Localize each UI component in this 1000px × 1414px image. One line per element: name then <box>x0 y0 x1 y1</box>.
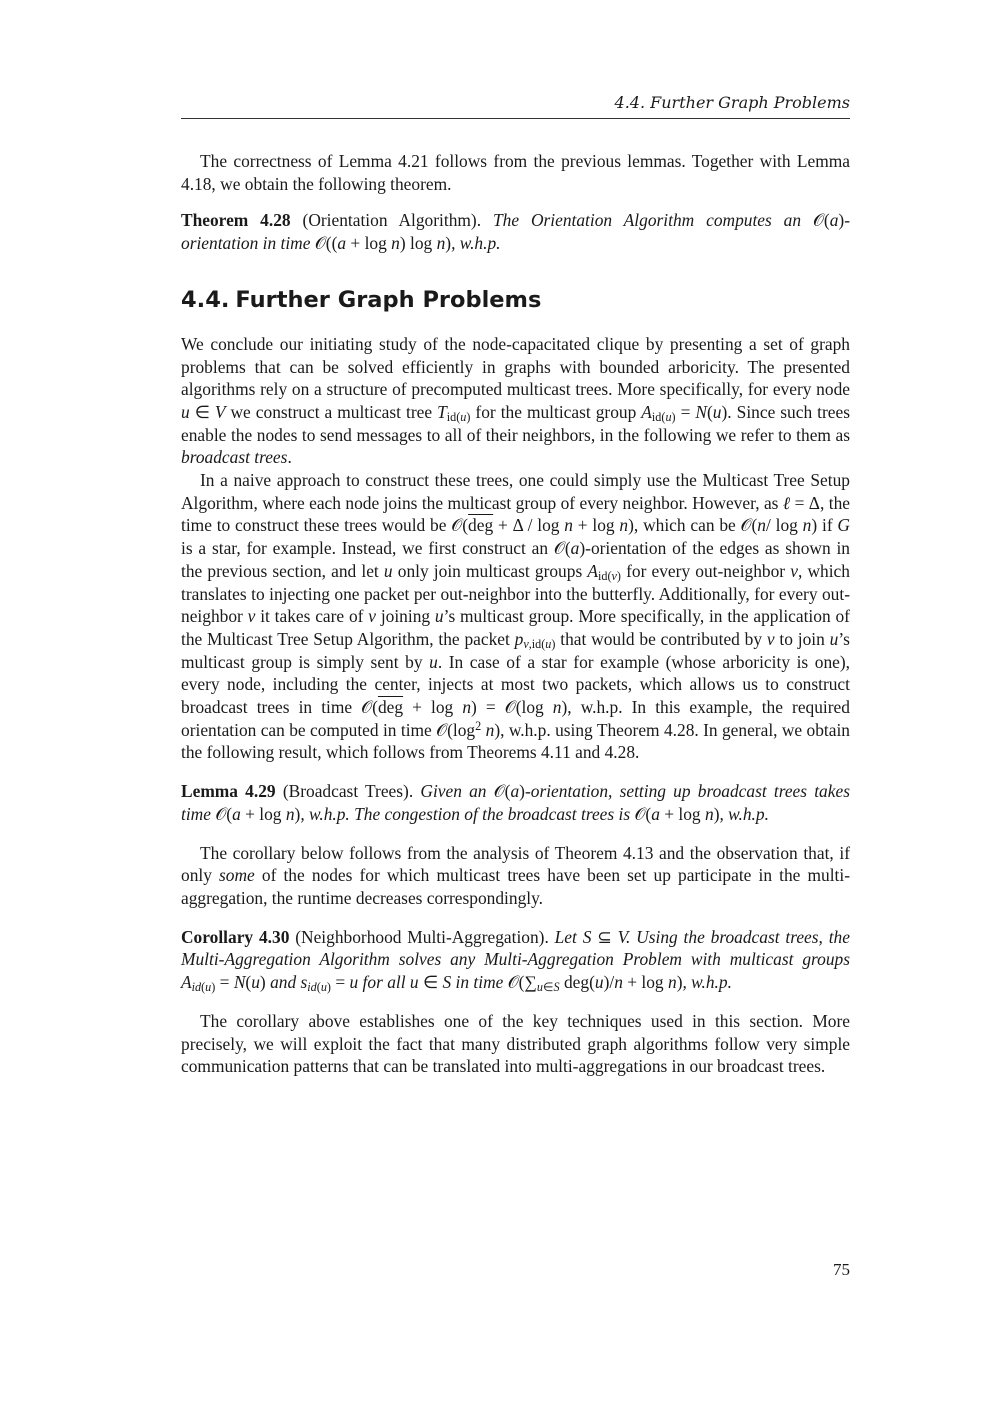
section-number: 4.4. <box>181 286 230 313</box>
lemma-name: (Broadcast Trees). <box>282 781 414 802</box>
paragraph-4: The corollary above establishes one of the key techniques used in this section. More precisely, we will exploit the fact that many distributed graph algorithms follow very simple communication patterns that can be translated into multi-aggregations in our broadcast trees. <box>181 1010 850 1077</box>
paragraph-1: We conclude our initiating study of the node-capacitated clique by presenting a set of graph problems that can be solved efficiently in graphs with bounded arboricity. The presented algorithms rely on a structure of precomputed multicast trees. More specifically, for every node u ∈ V we construct a multicast tree $T_{id(u)}$ for the multicast group $A_{id(u)} = N(u)$. Since such trees enable the nodes to send messages to all of their neighbors, in the following we refer to them as broadcast trees. <box>181 333 850 468</box>
theorem-name: (Orientation Algorithm). <box>302 210 482 231</box>
section-title: Further Graph Problems <box>235 286 542 313</box>
corollary-label: Corollary 4.30 <box>181 926 290 947</box>
corollary-4-30: Corollary 4.30 (Neighborhood Multi-Aggregation). Let S ⊆ V. Using the broadcast trees, the Multi-Aggregation Algorithm solves any Multi-Aggregation Problem with multicast groups $A_{id(u)} = N(u)$ and $s_{id(u)} = u$ for all u ∈ S in time $𝒪(\sum_{u\in S}$ deg(u)/n + log n), w.h.p. <box>181 926 850 995</box>
theorem-4-28: Theorem 4.28 (Orientation Algorithm). The Orientation Algorithm computes an 𝒪(a)-orientation in time 𝒪((a + log n) log n), w.h.p. <box>181 210 851 254</box>
page-number: 75 <box>833 1260 850 1279</box>
paragraph-3: The corollary below follows from the analysis of Theorem 4.13 and the observation that, if only some of the nodes for which multicast trees have been set up participate in the multi-aggregation, the runtime decreases correspondingly. <box>181 842 850 908</box>
intro-paragraph: The correctness of Lemma 4.21 follows from the previous lemmas. Together with Lemma 4.18, we obtain the following theorem. <box>181 151 850 194</box>
theorem-label: Theorem 4.28 <box>181 210 291 231</box>
corollary-name: (Neighborhood Multi-Aggregation). <box>295 926 549 947</box>
paragraph-2: In a naive approach to construct these trees, one could simply use the Multicast Tree Setup Algorithm, where each node joins the multicast group of every neighbor. However, as ℓ = Δ, the time to construct these trees would be $𝒪(\overline{deg} + \Delta / \log n + \log n)$, which can be 𝒪(n/ log n) if G is a star, for example. Instead, we first construct an 𝒪(a)-orientation of the edges as shown in the previous section, and let u only join multicast groups $A_{id(v)}$ for every out-neighbor v, which translates to injecting one packet per out-neighbor into the butterfly. Additionally, for every out-neighbor v it takes care of v joining u’s multicast group. More specifically, in the application of the Multicast Tree Setup Algorithm, the packet $p_{v,id(u)}$ that would be contributed by v to join u’s multicast group is simply sent by u. In case of a star for example (whose arboricity is one), every node, including the center, injects at most two packets, which allows us to construct broadcast trees in time $𝒪(\overline{deg} + \log n)$ = 𝒪(log n), w.h.p. In this example, the required orientation can be computed in time $𝒪(\log^2$ n), w.h.p. using Theorem 4.28. In general, we obtain the following result, which follows from Theorems 4.11 and 4.28. <box>181 470 850 763</box>
running-header: 4.4. Further Graph Problems <box>181 92 850 119</box>
lemma-4-29: Lemma 4.29 (Broadcast Trees). Given an 𝒪(a)-orientation, setting up broadcast trees takes time 𝒪(a + log n), w.h.p. The congestion of the broadcast trees is 𝒪(a + log n), w.h.p. <box>181 781 850 824</box>
section-heading <box>181 285 850 315</box>
page-content <box>181 150 850 1078</box>
lemma-label: Lemma 4.29 <box>181 781 276 802</box>
